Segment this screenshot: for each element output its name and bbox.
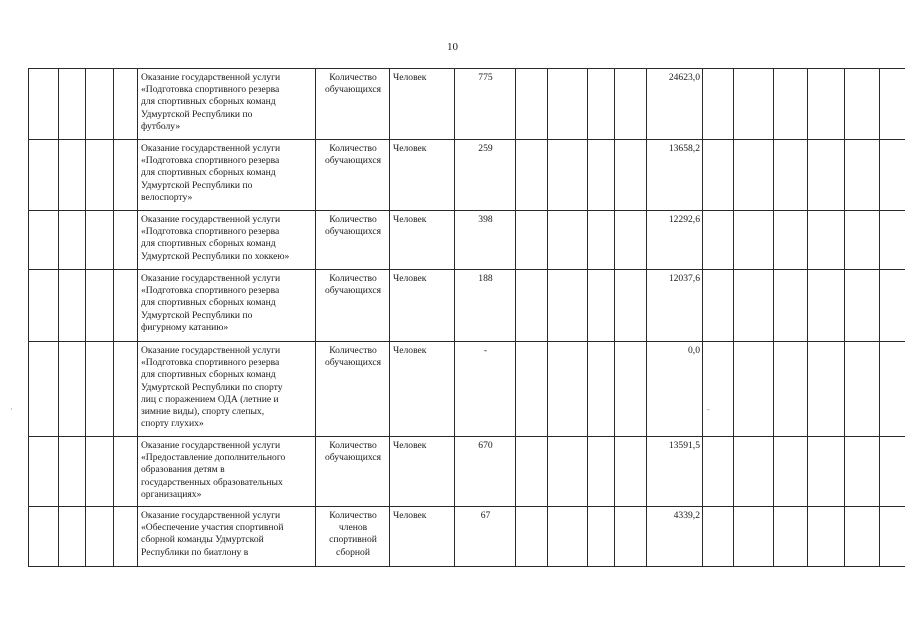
empty-cell — [29, 507, 59, 567]
service-name-cell — [138, 140, 316, 211]
empty-cell — [548, 69, 588, 140]
empty-cell — [516, 270, 548, 342]
empty-cell — [703, 140, 734, 211]
empty-cell — [86, 270, 114, 342]
indicator-text: Количество обучающихся — [324, 143, 382, 167]
quantity-text: 398 — [478, 214, 493, 225]
service-name-cell — [138, 342, 316, 437]
quantity-cell — [455, 69, 516, 140]
unit-text: Человек — [393, 273, 427, 284]
amount-text: 13591,5 — [668, 440, 700, 451]
empty-cell — [880, 437, 905, 507]
unit-text: Человек — [393, 510, 427, 521]
unit-cell — [390, 140, 455, 211]
empty-cell — [29, 437, 59, 507]
indicator-cell — [316, 507, 390, 567]
table-row — [29, 140, 905, 211]
empty-cell — [703, 270, 734, 342]
table-row — [29, 507, 905, 567]
unit-cell — [390, 507, 455, 567]
amount-cell — [647, 211, 703, 270]
empty-cell — [588, 342, 615, 437]
empty-cell — [880, 342, 905, 437]
empty-cell — [59, 211, 86, 270]
empty-cell — [59, 69, 86, 140]
unit-cell — [390, 342, 455, 437]
empty-cell — [588, 69, 615, 140]
empty-cell — [734, 140, 774, 211]
empty-cell — [29, 69, 59, 140]
empty-cell — [880, 211, 905, 270]
quantity-text: 259 — [478, 143, 493, 154]
table-row — [29, 437, 905, 507]
table-row — [29, 342, 905, 437]
empty-cell — [114, 270, 138, 342]
quantity-text: 670 — [478, 440, 493, 451]
service-name-cell — [138, 69, 316, 140]
empty-cell — [516, 342, 548, 437]
empty-cell — [548, 140, 588, 211]
empty-cell — [516, 211, 548, 270]
empty-cell — [774, 270, 808, 342]
empty-cell — [808, 507, 845, 567]
empty-cell — [615, 270, 647, 342]
empty-cell — [114, 69, 138, 140]
empty-cell — [774, 69, 808, 140]
amount-cell — [647, 69, 703, 140]
empty-cell — [615, 437, 647, 507]
table-row — [29, 211, 905, 270]
empty-cell — [615, 211, 647, 270]
empty-cell — [59, 140, 86, 211]
page-number: 10 — [447, 41, 458, 53]
empty-cell — [734, 69, 774, 140]
table-row — [29, 69, 905, 140]
quantity-cell — [455, 507, 516, 567]
empty-cell — [880, 140, 905, 211]
empty-cell — [29, 270, 59, 342]
unit-cell — [390, 437, 455, 507]
indicator-text: Количество обучающихся — [324, 214, 382, 238]
empty-cell — [548, 437, 588, 507]
amount-text: 24623,0 — [668, 72, 700, 83]
amount-cell — [647, 507, 703, 567]
empty-cell — [615, 507, 647, 567]
empty-cell — [845, 437, 880, 507]
amount-text: 12037,6 — [668, 273, 700, 284]
empty-cell — [734, 211, 774, 270]
empty-cell — [86, 437, 114, 507]
empty-cell — [86, 140, 114, 211]
service-name-cell — [138, 211, 316, 270]
amount-text: 12292,6 — [668, 214, 700, 225]
empty-cell — [29, 342, 59, 437]
unit-cell — [390, 270, 455, 342]
empty-cell — [588, 211, 615, 270]
empty-cell — [845, 507, 880, 567]
empty-cell — [880, 69, 905, 140]
empty-cell — [588, 140, 615, 211]
quantity-cell — [455, 211, 516, 270]
amount-text: 4339,2 — [673, 510, 700, 521]
empty-cell — [548, 342, 588, 437]
empty-cell — [615, 342, 647, 437]
empty-cell — [29, 211, 59, 270]
amount-cell — [647, 437, 703, 507]
empty-cell — [734, 437, 774, 507]
service-name-text: Оказание государственной услуги «Подготовка спортивного резерва для спортивных сборных команд Удмуртской Республики по фигурному катанию» — [141, 273, 281, 333]
amount-cell — [647, 140, 703, 211]
unit-cell — [390, 211, 455, 270]
empty-cell — [808, 69, 845, 140]
indicator-cell — [316, 140, 390, 211]
service-name-text: Оказание государственной услуги «Предоставление дополнительного образования детям в государственных образовательных организациях» — [141, 440, 286, 500]
quantity-text: 67 — [480, 510, 491, 521]
services-table — [28, 68, 905, 567]
unit-cell — [390, 69, 455, 140]
unit-text: Человек — [393, 440, 427, 451]
table-row — [29, 270, 905, 342]
unit-text: Человек — [393, 214, 427, 225]
empty-cell — [59, 270, 86, 342]
service-name-cell — [138, 270, 316, 342]
empty-cell — [615, 69, 647, 140]
service-name-text: Оказание государственной услуги «Обеспечение участия спортивной сборной команды Удмуртской Республики по биатлону в — [141, 510, 284, 558]
empty-cell — [114, 437, 138, 507]
empty-cell — [808, 342, 845, 437]
empty-cell — [588, 437, 615, 507]
indicator-text: Количество обучающихся — [324, 440, 382, 464]
empty-cell — [845, 270, 880, 342]
unit-text: Человек — [393, 345, 427, 356]
empty-cell — [808, 211, 845, 270]
empty-cell — [86, 69, 114, 140]
service-name-text: Оказание государственной услуги «Подготовка спортивного резерва для спортивных сборных команд Удмуртской Республики по футболу» — [141, 72, 281, 132]
empty-cell — [845, 211, 880, 270]
indicator-cell — [316, 69, 390, 140]
empty-cell — [29, 140, 59, 211]
empty-cell — [114, 211, 138, 270]
indicator-cell — [316, 437, 390, 507]
scan-speck: - — [707, 405, 710, 414]
unit-text: Человек — [393, 72, 427, 83]
quantity-text: 775 — [478, 72, 493, 83]
empty-cell — [516, 507, 548, 567]
empty-cell — [734, 270, 774, 342]
indicator-text: Количество обучающихся — [324, 72, 382, 96]
quantity-text: - — [483, 345, 488, 356]
empty-cell — [808, 140, 845, 211]
quantity-cell — [455, 437, 516, 507]
quantity-cell — [455, 270, 516, 342]
empty-cell — [774, 140, 808, 211]
scan-speck: · — [10, 405, 13, 414]
empty-cell — [845, 342, 880, 437]
service-name-text: Оказание государственной услуги «Подготовка спортивного резерва для спортивных сборных команд Удмуртской Республики по спорту лиц с поражением ОДА (летние и зимние виды), спорту слепых, спорту глухих» — [141, 345, 283, 430]
empty-cell — [808, 270, 845, 342]
empty-cell — [588, 507, 615, 567]
empty-cell — [86, 211, 114, 270]
unit-text: Человек — [393, 143, 427, 154]
amount-cell — [647, 342, 703, 437]
empty-cell — [703, 507, 734, 567]
service-name-cell — [138, 437, 316, 507]
empty-cell — [548, 507, 588, 567]
empty-cell — [845, 69, 880, 140]
indicator-cell — [316, 270, 390, 342]
empty-cell — [774, 507, 808, 567]
empty-cell — [615, 140, 647, 211]
service-name-text: Оказание государственной услуги «Подготовка спортивного резерва для спортивных сборных команд Удмуртской Республики по хоккею» — [141, 214, 290, 262]
empty-cell — [86, 507, 114, 567]
empty-cell — [703, 342, 734, 437]
indicator-cell — [316, 211, 390, 270]
empty-cell — [774, 342, 808, 437]
empty-cell — [114, 507, 138, 567]
indicator-text: Количество обучающихся — [324, 273, 382, 297]
empty-cell — [548, 270, 588, 342]
indicator-cell — [316, 342, 390, 437]
empty-cell — [516, 437, 548, 507]
empty-cell — [59, 437, 86, 507]
service-name-text: Оказание государственной услуги «Подготовка спортивного резерва для спортивных сборных команд Удмуртской Республики по велоспорту» — [141, 143, 281, 203]
empty-cell — [703, 437, 734, 507]
empty-cell — [880, 270, 905, 342]
empty-cell — [703, 69, 734, 140]
empty-cell — [808, 437, 845, 507]
empty-cell — [114, 140, 138, 211]
empty-cell — [59, 507, 86, 567]
quantity-cell — [455, 140, 516, 211]
empty-cell — [845, 140, 880, 211]
amount-text: 0,0 — [688, 345, 700, 356]
empty-cell — [774, 437, 808, 507]
empty-cell — [734, 342, 774, 437]
empty-cell — [703, 211, 734, 270]
empty-cell — [516, 69, 548, 140]
quantity-cell — [455, 342, 516, 437]
amount-cell — [647, 270, 703, 342]
service-name-cell — [138, 507, 316, 567]
empty-cell — [548, 211, 588, 270]
empty-cell — [734, 507, 774, 567]
empty-cell — [880, 507, 905, 567]
indicator-text: Количество обучающихся — [324, 345, 382, 369]
empty-cell — [86, 342, 114, 437]
empty-cell — [516, 140, 548, 211]
empty-cell — [59, 342, 86, 437]
amount-text: 13658,2 — [668, 143, 700, 154]
empty-cell — [588, 270, 615, 342]
quantity-text: 188 — [478, 273, 493, 284]
indicator-text: Количество членов спортивной сборной — [329, 510, 377, 558]
empty-cell — [114, 342, 138, 437]
empty-cell — [774, 211, 808, 270]
